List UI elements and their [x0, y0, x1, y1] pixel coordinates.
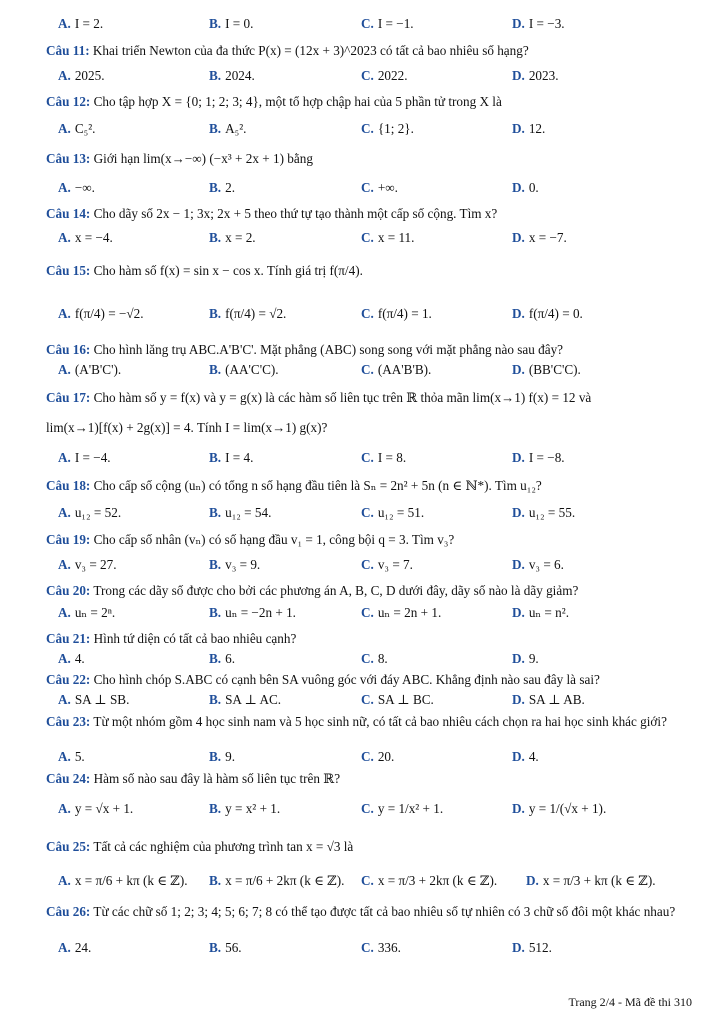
option-c: C. {1; 2}.: [361, 121, 414, 136]
option-a: A. uₙ = 2ⁿ.: [58, 605, 116, 620]
options-q16: [0, 362, 724, 380]
option-a: A. I = −4.: [58, 450, 111, 465]
option-a: A. v₃ = 27.: [58, 557, 117, 572]
question-15: Câu 15: Cho hàm số f(x) = sin x − cos x. Tính giá trị f(π/4).: [46, 263, 363, 278]
option-b: B. 2024.: [209, 68, 255, 83]
option-b: B. 56.: [209, 940, 242, 955]
options-q26: [0, 940, 724, 958]
options-q23: [0, 749, 724, 767]
options-q24: [0, 801, 724, 819]
option-d: D. x = −7.: [512, 230, 567, 245]
option-d: D. 512.: [512, 940, 552, 955]
option-a: A. 4.: [58, 651, 85, 666]
option-b: B. I = 0.: [209, 16, 254, 31]
options-q25: [0, 873, 724, 891]
option-a: A. −∞.: [58, 180, 95, 195]
options-q21: [0, 651, 724, 669]
option-b: B. uₙ = −2n + 1.: [209, 605, 296, 620]
option-a: A. u₁₂ = 52.: [58, 505, 122, 520]
options-q12: [0, 121, 724, 139]
question-13: Câu 13: Giới hạn lim(x→−∞) (−x³ + 2x + 1) bằng: [46, 151, 313, 166]
option-a: A. x = −4.: [58, 230, 113, 245]
option-b: B. v₃ = 9.: [209, 557, 261, 572]
option-d: D. SA ⊥ AB.: [512, 692, 585, 707]
options-q13: [0, 180, 724, 198]
question-24: Câu 24: Hàm số nào sau đây là hàm số liên tục trên ℝ?: [46, 771, 341, 786]
option-a: A. 24.: [58, 940, 92, 955]
option-a: A. 5.: [58, 749, 85, 764]
options-q14: [0, 230, 724, 248]
question-17: Câu 17: Cho hàm số y = f(x) và y = g(x) là các hàm số liên tục trên ℝ thỏa mãn lim(x→1) f(x) = 12 và: [46, 390, 592, 405]
option-c: C. u₁₂ = 51.: [361, 505, 425, 520]
option-b: B. 6.: [209, 651, 235, 666]
option-c: C. I = 8.: [361, 450, 407, 465]
options-q20: [0, 605, 724, 623]
options-q15: [0, 306, 724, 324]
option-d: D. 0.: [512, 180, 539, 195]
option-a: A. C₅².: [58, 121, 96, 136]
options-q11: [0, 68, 724, 86]
option-b: B. (AA'C'C).: [209, 362, 279, 377]
option-c: C. 8.: [361, 651, 388, 666]
options-row-top: [0, 16, 724, 34]
option-b: B. x = π/6 + 2kπ (k ∈ ℤ).: [209, 873, 345, 888]
question-12: Câu 12: Cho tập hợp X = {0; 1; 2; 3; 4}, một tổ hợp chập hai của 5 phần tử trong X là: [46, 94, 502, 109]
option-b: B. f(π/4) = √2.: [209, 306, 287, 321]
option-b: B. A₅².: [209, 121, 247, 136]
question-16: Câu 16: Cho hình lăng trụ ABC.A'B'C'. Mặt phẳng (ABC) song song với mặt phẳng nào sau đây?: [46, 342, 564, 357]
option-a: A. y = √x + 1.: [58, 801, 134, 816]
option-b: B. 2.: [209, 180, 235, 195]
option-c: C. 336.: [361, 940, 401, 955]
option-a: A. (A'B'C').: [58, 362, 122, 377]
option-c: C. v₃ = 7.: [361, 557, 413, 572]
option-d: D. v₃ = 6.: [512, 557, 564, 572]
options-q17: [0, 450, 724, 468]
option-c: C. f(π/4) = 1.: [361, 306, 432, 321]
question-21: Câu 21: Hình tứ diện có tất cả bao nhiêu cạnh?: [46, 631, 297, 646]
option-a: A. x = π/6 + kπ (k ∈ ℤ).: [58, 873, 188, 888]
question-17-line-2: lim(x→1)[f(x) + 2g(x)] = 4. Tính I = lim(x→1) g(x)?: [46, 420, 328, 435]
option-d: D. u₁₂ = 55.: [512, 505, 576, 520]
option-d: D. f(π/4) = 0.: [512, 306, 583, 321]
option-c: C. 20.: [361, 749, 395, 764]
option-c: C. +∞.: [361, 180, 398, 195]
option-d: D. 4.: [512, 749, 539, 764]
option-b: B. I = 4.: [209, 450, 254, 465]
option-d: D. I = −8.: [512, 450, 565, 465]
question-11: Câu 11: Khai triển Newton của đa thức P(x) = (12x + 3)^2023 có tất cả bao nhiêu số hạng?: [46, 43, 529, 58]
option-b: B. SA ⊥ AC.: [209, 692, 282, 707]
option-b: B. u₁₂ = 54.: [209, 505, 272, 520]
question-26: Câu 26: Từ các chữ số 1; 2; 3; 4; 5; 6; 7; 8 có thể tạo được tất cả bao nhiêu số tự nhiên có 3 chữ số đôi một khác nhau?: [46, 904, 676, 919]
option-d: D. uₙ = n².: [512, 605, 570, 620]
option-b: B. y = x² + 1.: [209, 801, 281, 816]
option-d: D. 12.: [512, 121, 546, 136]
option-b: B. 9.: [209, 749, 235, 764]
question-18: Câu 18: Cho cấp số cộng (uₙ) có tổng n số hạng đầu tiên là Sₙ = 2n² + 5n (n ∈ ℕ*). Tìm u₁₂?: [46, 478, 542, 493]
option-a: A. SA ⊥ SB.: [58, 692, 130, 707]
option-d: D. 2023.: [512, 68, 559, 83]
option-c: C. x = 11.: [361, 230, 415, 245]
option-c: C. 2022.: [361, 68, 408, 83]
option-d: D. I = −3.: [512, 16, 565, 31]
option-c: C. x = π/3 + 2kπ (k ∈ ℤ).: [361, 873, 498, 888]
question-19: Câu 19: Cho cấp số nhân (vₙ) có số hạng đầu v₁ = 1, công bội q = 3. Tìm v₃?: [46, 532, 455, 547]
options-q19: [0, 557, 724, 575]
question-25: Câu 25: Tất cả các nghiệm của phương trình tan x = √3 là: [46, 839, 354, 854]
option-c: C. y = 1/x² + 1.: [361, 801, 444, 816]
option-b: B. x = 2.: [209, 230, 256, 245]
option-a: A. 2025.: [58, 68, 105, 83]
option-d: D. y = 1/(√x + 1).: [512, 801, 607, 816]
question-22: Câu 22: Cho hình chóp S.ABC có cạnh bên SA vuông góc với đáy ABC. Khẳng định nào sau đây là sai?: [46, 672, 600, 687]
option-d: D. x = π/3 + kπ (k ∈ ℤ).: [526, 873, 656, 888]
option-a: A. I = 2.: [58, 16, 104, 31]
option-a: A. f(π/4) = −√2.: [58, 306, 144, 321]
question-14: Câu 14: Cho dãy số 2x − 1; 3x; 2x + 5 theo thứ tự tạo thành một cấp số cộng. Tìm x?: [46, 206, 498, 221]
option-d: D. (BB'C'C).: [512, 362, 581, 377]
question-20: Câu 20: Trong các dãy số được cho bởi các phương án A, B, C, D dưới đây, dãy số nào là dãy giảm?: [46, 583, 579, 598]
option-c: C. I = −1.: [361, 16, 414, 31]
option-c: C. uₙ = 2n + 1.: [361, 605, 442, 620]
question-23: Câu 23: Từ một nhóm gồm 4 học sinh nam và 5 học sinh nữ, có tất cả bao nhiêu cách chọn ra hai học sinh khác giới?: [46, 714, 667, 729]
option-c: C. SA ⊥ BC.: [361, 692, 434, 707]
page-footer: Trang 2/4 - Mã đề thi 310: [568, 995, 692, 1009]
options-q22: [0, 692, 724, 710]
option-d: D. 9.: [512, 651, 539, 666]
option-c: C. (AA'B'B).: [361, 362, 432, 377]
options-q18: [0, 505, 724, 523]
